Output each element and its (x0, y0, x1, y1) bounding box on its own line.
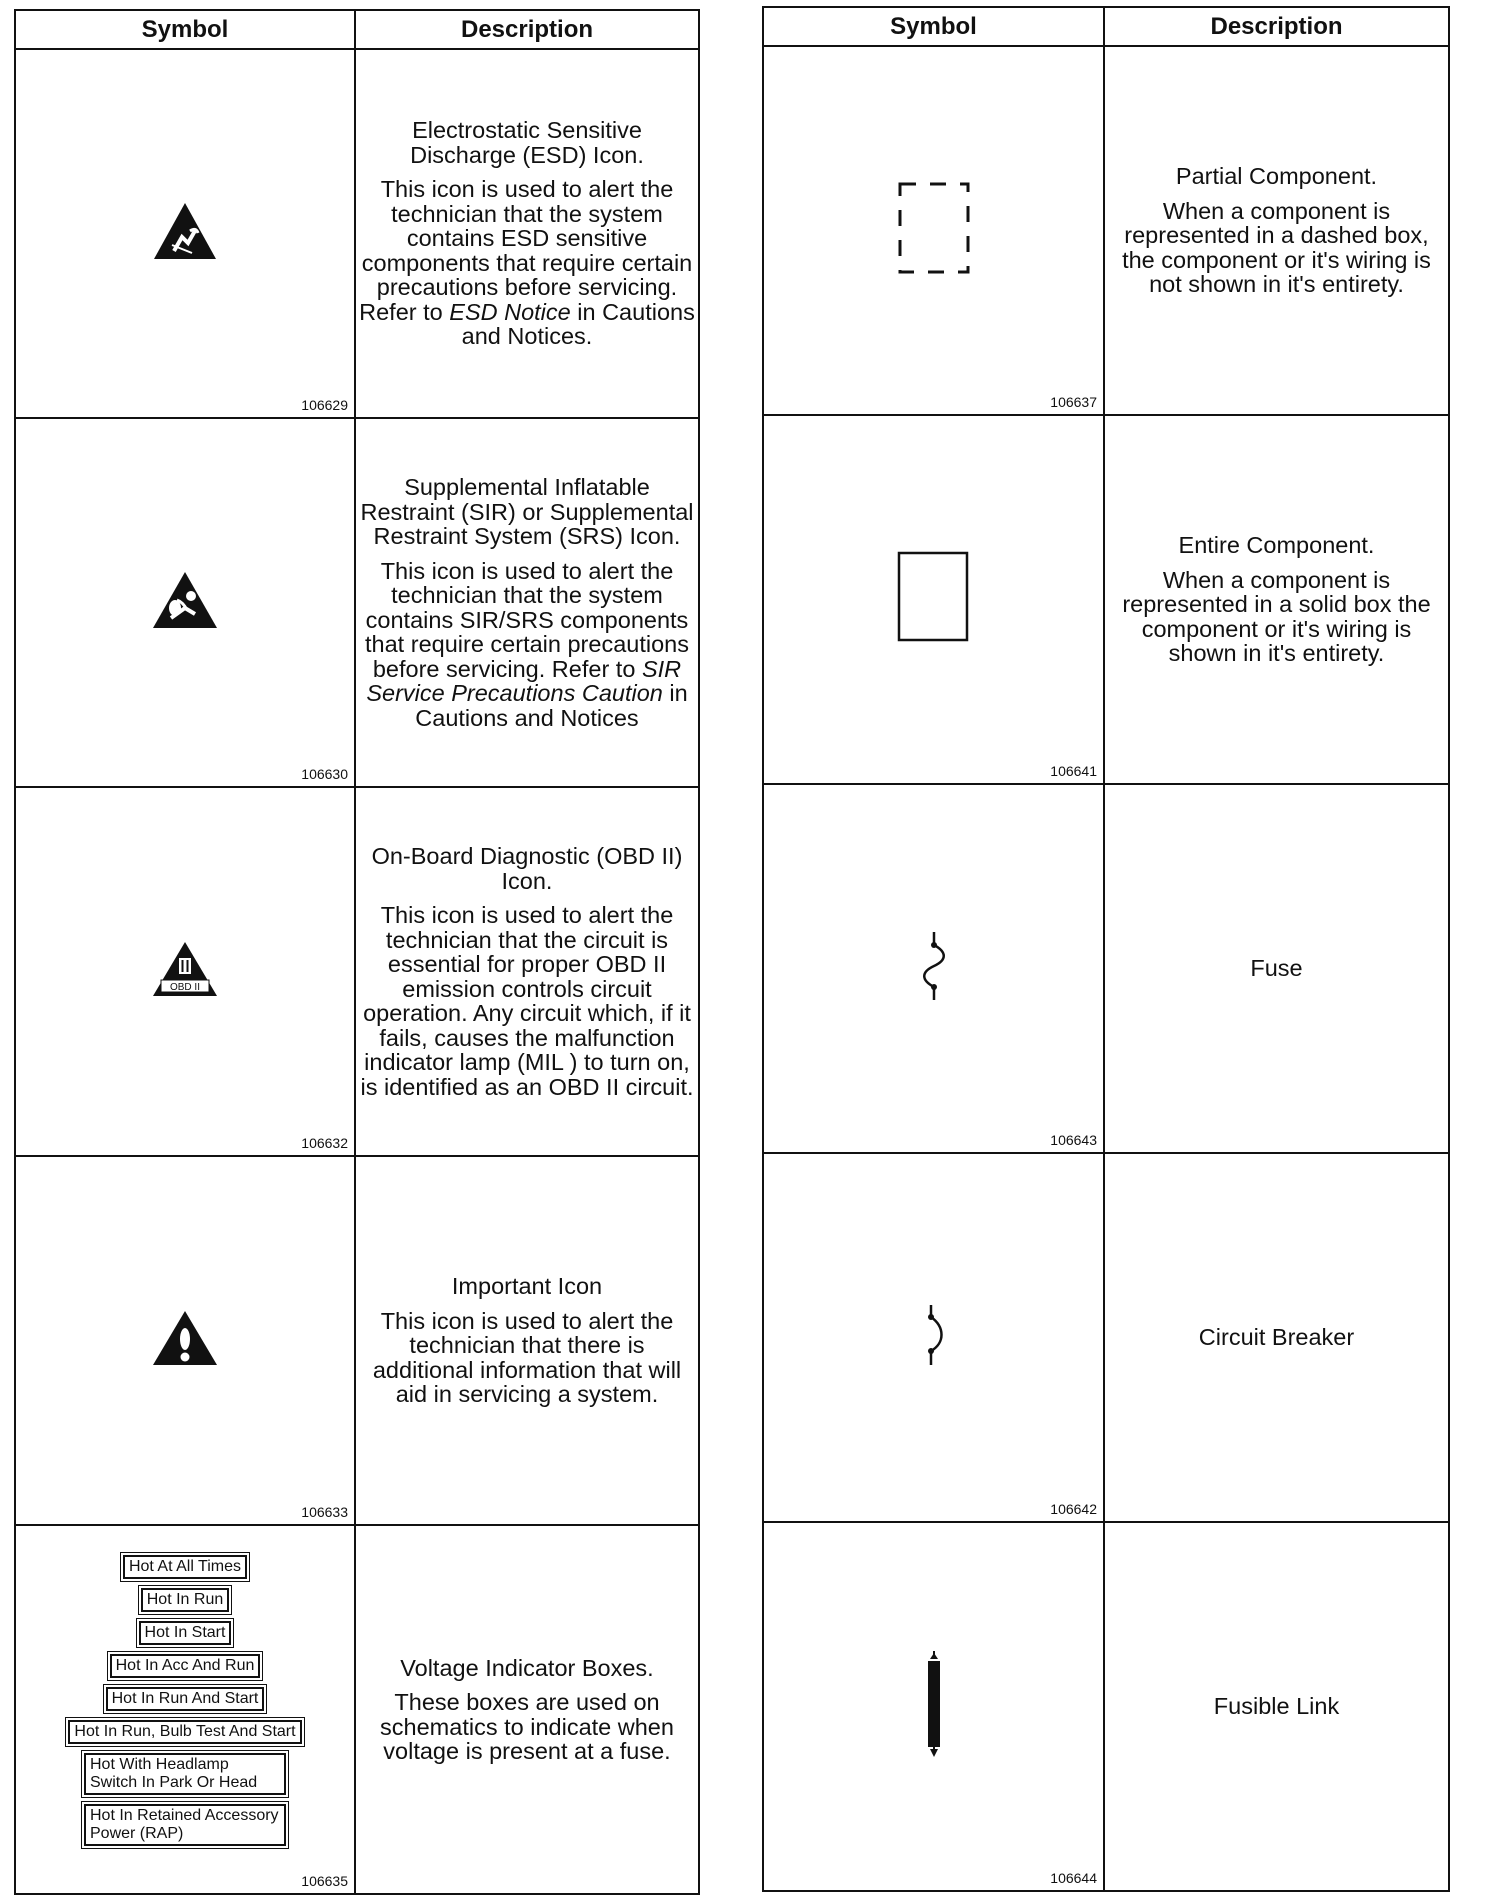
description-title: Fusible Link (1213, 1693, 1340, 1720)
fusible-link-symbol-icon (923, 1649, 945, 1759)
description-title: Important Icon (451, 1273, 603, 1300)
description-cell (1104, 1153, 1449, 1522)
symbol-cell (763, 415, 1104, 784)
description-title: Partial Component. (1175, 163, 1378, 190)
description-body: This icon is used to alert the technician that the system contains ESD sensitive components that require certain precautions before servicing. Refer to ESD Notice in Cautions and Notices. (359, 176, 695, 350)
description-body: These boxes are used on schematics to indicate when voltage is present at a fuse. (380, 1689, 674, 1764)
esd-warning-triangle-icon (152, 201, 218, 261)
description-cell (1104, 1522, 1449, 1891)
description-cell (355, 418, 699, 787)
description-title: Electrostatic Sensitive Discharge (ESD) Icon. (410, 117, 644, 168)
figure-number: 106629 (301, 397, 348, 413)
symbol-cell (15, 1156, 355, 1525)
description-body: This icon is used to alert the technician that the system contains SIR/SRS components that require certain precautions before servicing. Refer to SIR Service Precautions Caution in Cautions and Notices (365, 557, 689, 731)
voltage-box: Hot At All Times (123, 1555, 247, 1579)
table-row (15, 787, 699, 1156)
table-row (15, 1156, 699, 1525)
dashed-box-icon (897, 181, 971, 275)
symbol-cell (15, 787, 355, 1156)
symbol-cell (763, 784, 1104, 1153)
voltage-box: Hot In Retained Accessory Power (RAP) (84, 1804, 286, 1846)
table-row (763, 1522, 1449, 1891)
symbol-column-header: Symbol (15, 10, 355, 49)
symbol-cell (763, 1153, 1104, 1522)
circuit-breaker-symbol-icon (921, 1303, 947, 1367)
table-row (15, 1525, 699, 1894)
description-body: When a component is represented in a dashed box, the component or it's wiring is not shown in it's entirety. (1122, 197, 1431, 298)
symbol-cell (15, 418, 355, 787)
description-title: Fuse (1250, 955, 1303, 982)
description-cell (355, 1156, 699, 1525)
figure-number: 106644 (1050, 1870, 1097, 1886)
fuse-symbol-icon (919, 930, 949, 1002)
figure-number: 106641 (1050, 763, 1097, 779)
table-row (15, 49, 699, 418)
figure-number: 106635 (301, 1873, 348, 1889)
voltage-box: Hot In Start (139, 1621, 232, 1645)
symbol-table-left (14, 9, 700, 1895)
symbol-column-header: Symbol (763, 7, 1104, 46)
table-row (763, 784, 1449, 1153)
solid-box-icon (897, 551, 971, 643)
description-column-header: Description (1104, 7, 1449, 46)
figure-number: 106632 (301, 1135, 348, 1151)
table-row (763, 1153, 1449, 1522)
obd-ii-triangle-icon (151, 940, 219, 998)
description-body: This icon is used to alert the technician that the circuit is essential for proper OBD II emission controls circuit operation. Any circuit which, if it fails, causes the malfunction indicator lamp (MIL ) to turn on, is identified as an OBD II circuit. (360, 902, 694, 1100)
description-cell (355, 1525, 699, 1894)
table-row (15, 418, 699, 787)
description-cell (1104, 46, 1449, 415)
voltage-box: Hot In Run, Bulb Test And Start (68, 1720, 301, 1744)
description-cell (1104, 415, 1449, 784)
table-row (763, 415, 1449, 784)
voltage-box: Hot With Headlamp Switch In Park Or Head (84, 1753, 286, 1795)
voltage-indicator-boxes (16, 1555, 354, 1864)
figure-number: 106630 (301, 766, 348, 782)
symbol-cell (763, 1522, 1104, 1891)
description-title: On-Board Diagnostic (OBD II) Icon. (371, 843, 683, 894)
symbol-cell (15, 49, 355, 418)
figure-number: 106637 (1050, 394, 1097, 410)
figure-number: 106633 (301, 1504, 348, 1520)
voltage-box: Hot In Run And Start (106, 1687, 265, 1711)
description-cell (1104, 784, 1449, 1153)
symbol-cell (763, 46, 1104, 415)
symbol-cell (15, 1525, 355, 1894)
description-cell (355, 787, 699, 1156)
table-row (763, 46, 1449, 415)
description-title: Voltage Indicator Boxes. (400, 1654, 654, 1681)
description-body: When a component is represented in a solid box the component or it's wiring is shown in it's entirety. (1122, 566, 1431, 667)
description-title: Supplemental Inflatable Restraint (SIR) or Supplemental Restraint System (SRS) Icon. (360, 474, 694, 549)
symbol-table-right (762, 6, 1450, 1892)
description-title: Circuit Breaker (1198, 1324, 1355, 1351)
description-title: Entire Component. (1178, 532, 1375, 559)
description-column-header: Description (355, 10, 699, 49)
voltage-box: Hot In Run (141, 1588, 229, 1612)
important-exclamation-triangle-icon (151, 1309, 219, 1367)
obd-icon-label: OBD II (169, 982, 201, 993)
description-body: This icon is used to alert the technician that there is additional information that will aid in servicing a system. (372, 1307, 682, 1408)
description-cell (355, 49, 699, 418)
figure-number: 106642 (1050, 1501, 1097, 1517)
voltage-box: Hot In Acc And Run (110, 1654, 261, 1678)
figure-number: 106643 (1050, 1132, 1097, 1148)
sir-airbag-triangle-icon (151, 570, 219, 630)
